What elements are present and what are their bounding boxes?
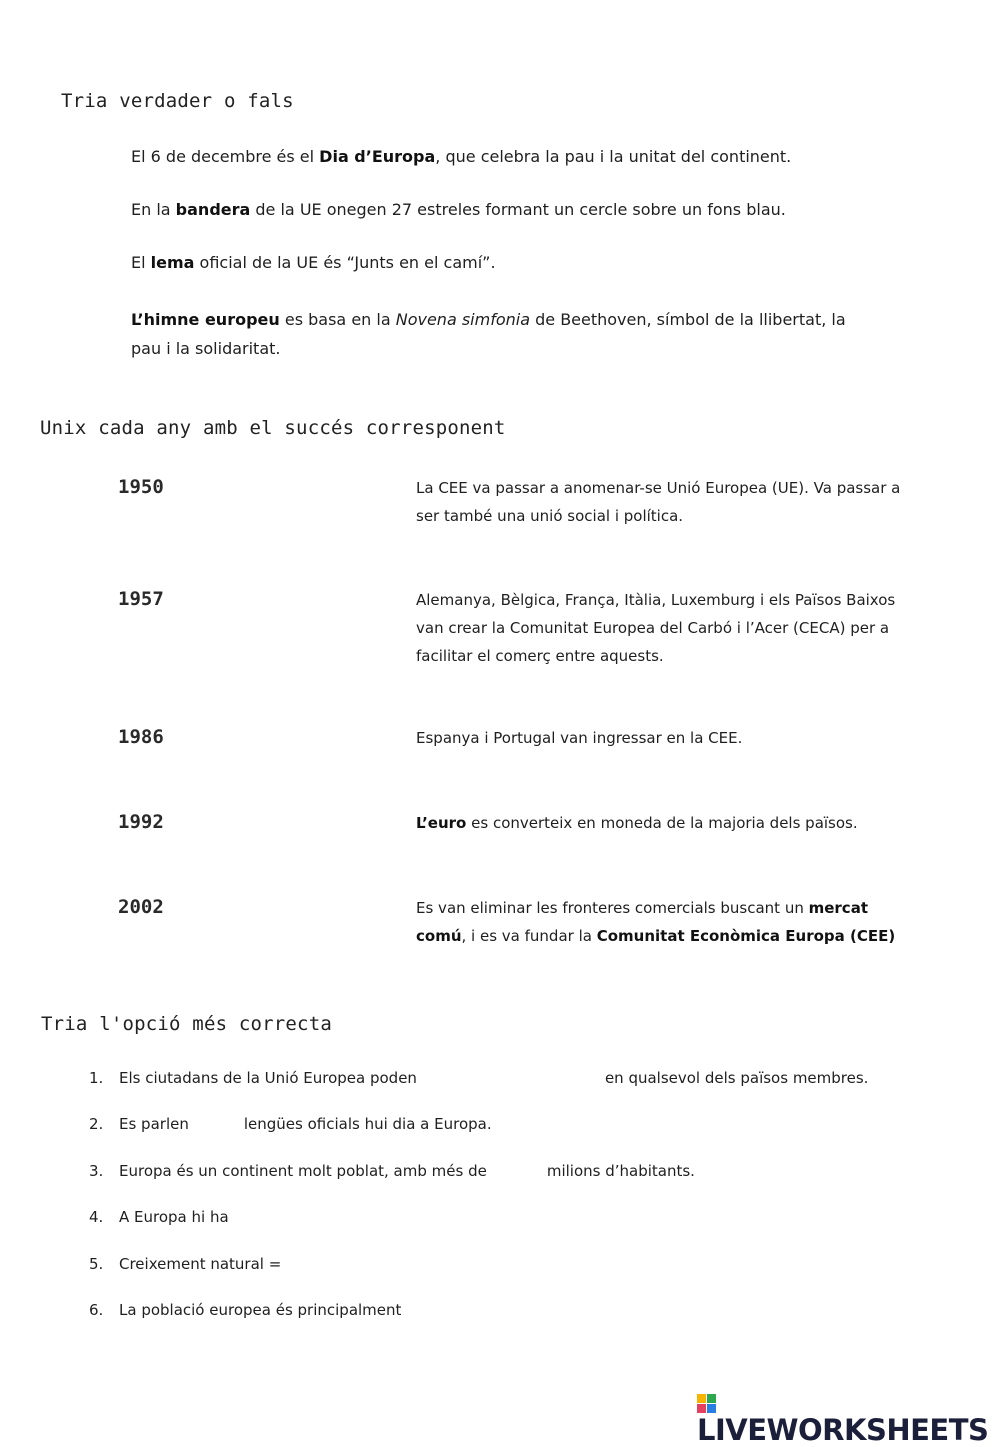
statement-3[interactable]: El lema oficial de la UE és “Junts en el camí”.: [131, 253, 496, 272]
logo-text: LIVEWORKSHEETS: [697, 1413, 989, 1447]
section-title-match: Unix cada any amb el succés corresponent: [40, 417, 506, 439]
year-item[interactable]: 1992: [118, 811, 164, 833]
question-6: 6. La població europea és principalment: [89, 1301, 402, 1319]
statement-4[interactable]: L’himne europeu es basa en la Novena simfonia de Beethoven, símbol de la llibertat, la pau i la solidaritat.: [131, 310, 846, 358]
logo-square: [707, 1404, 716, 1413]
year-item[interactable]: 1986: [118, 726, 164, 748]
event-item[interactable]: Es van eliminar les fronteres comercials buscant un mercat comú, i es va fundar la Comunitat Econòmica Europa (CEE): [416, 899, 896, 945]
logo-mark-icon: [697, 1394, 716, 1413]
year-item[interactable]: 1957: [118, 588, 164, 610]
liveworksheets-logo: [697, 1374, 1000, 1447]
logo-square: [697, 1394, 706, 1403]
statement-2[interactable]: En la bandera de la UE onegen 27 estreles formant un cercle sobre un fons blau.: [131, 200, 786, 219]
year-item[interactable]: 2002: [118, 896, 164, 918]
event-item[interactable]: Espanya i Portugal van ingressar en la CEE.: [416, 729, 743, 747]
year-item[interactable]: 1950: [118, 476, 164, 498]
logo-square: [707, 1394, 716, 1403]
event-item[interactable]: Alemanya, Bèlgica, França, Itàlia, Luxemburg i els Països Baixos van crear la Comunitat Europea del Carbó i l’Acer (CECA) per a facilitar el comerç entre aquests.: [416, 591, 896, 665]
event-item[interactable]: La CEE va passar a anomenar-se Unió Europea (UE). Va passar a ser també una unió social i política.: [416, 479, 901, 525]
question-4: 4. A Europa hi ha: [89, 1208, 229, 1226]
section-title-choose: Tria l'opció més correcta: [41, 1013, 332, 1035]
question-1: 1. Els ciutadans de la Unió Europea poden en qualsevol dels països membres.: [89, 1069, 869, 1087]
event-item[interactable]: L’euro es converteix en moneda de la majoria dels països.: [416, 814, 858, 832]
question-2: 2. Es parlen lengües oficials hui dia a Europa.: [89, 1115, 492, 1133]
statement-1[interactable]: El 6 de decembre és el Dia d’Europa, que celebra la pau i la unitat del continent.: [131, 147, 792, 166]
logo-square: [697, 1404, 706, 1413]
question-3: 3. Europa és un continent molt poblat, amb més de milions d’habitants.: [89, 1162, 695, 1180]
question-5: 5. Creixement natural =: [89, 1255, 282, 1273]
section-title-true-false: Tria verdader o fals: [61, 90, 294, 112]
